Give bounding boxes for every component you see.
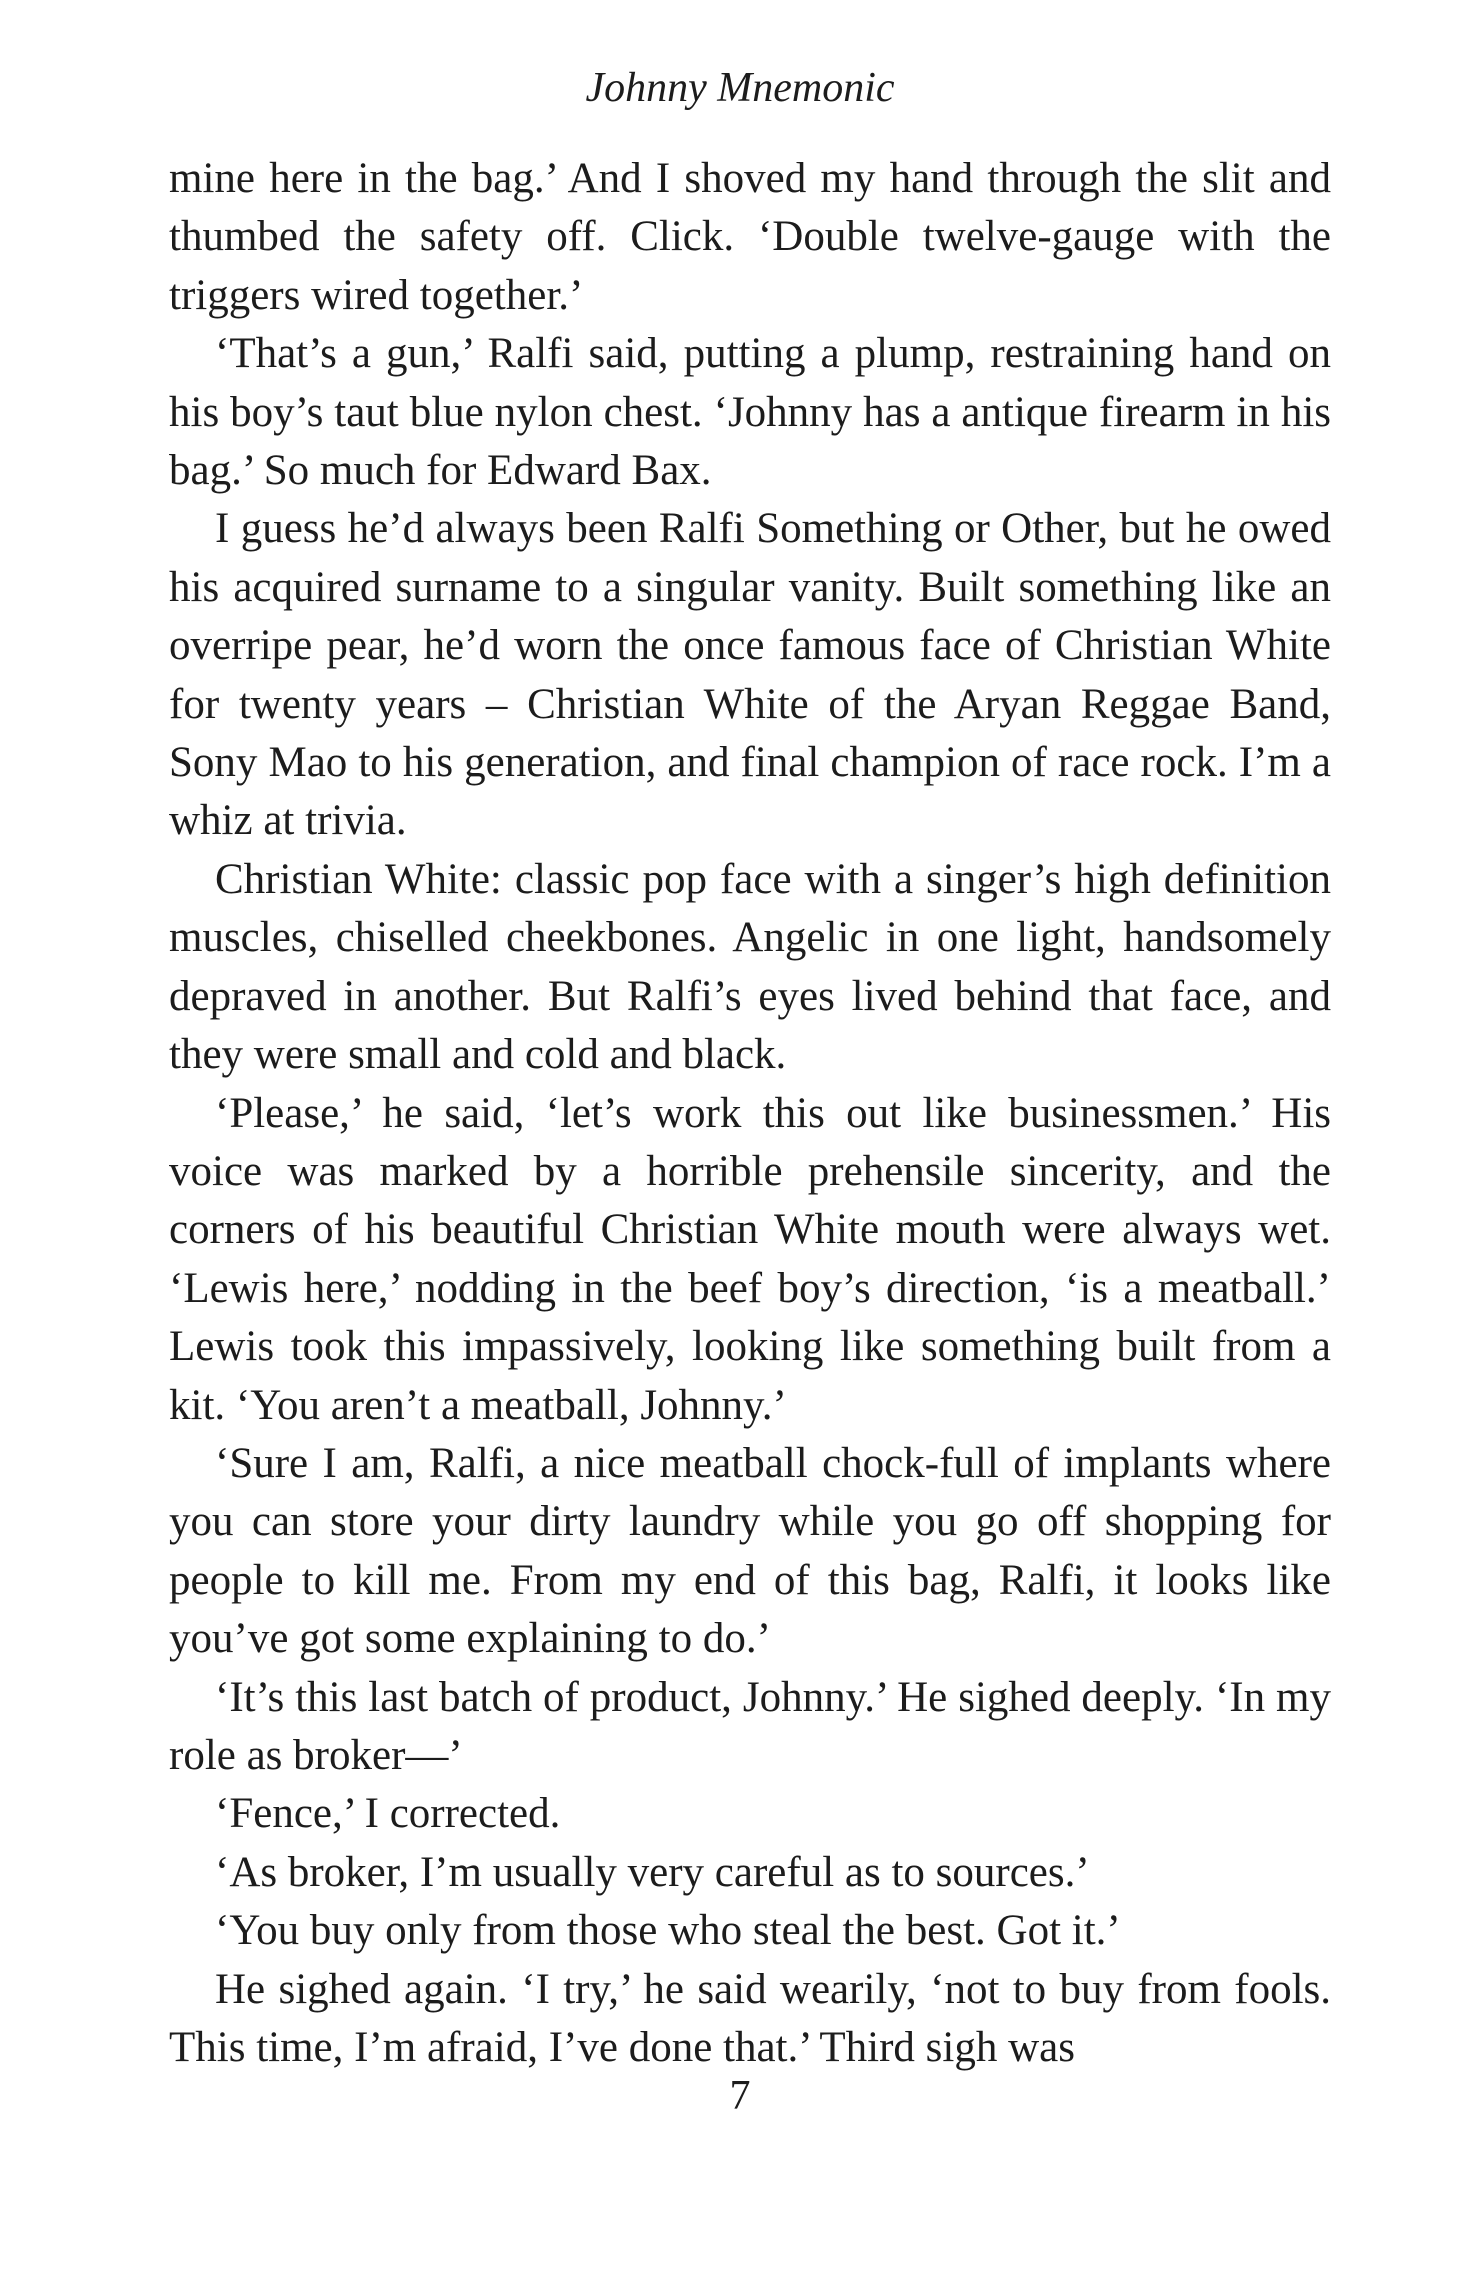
page-number: 7 [729, 2073, 751, 2119]
paragraph: He sighed again. ‘I try,’ he said wearily, ‘not to buy from fools. This time, I’m afraid, I’ve done that.’ Third sigh was [169, 1965, 1331, 2071]
paragraph-continued: mine here in the bag.’ And I shoved my hand through the slit and thumbed the safety off. Click. ‘Double twelve-gauge with the triggers wired together.’ [169, 155, 1331, 319]
paragraph: I guess he’d always been Ralfi Something or Other, but he owed his acquired surname to a singular vanity. Built something like an overripe pear, he’d worn the once famous face of Christian White for twenty years – Christian White of the Aryan Reggae Band, Sony Mao to his generation, and final champion of race rock. I’m a whiz at trivia. [169, 505, 1331, 845]
paragraph: ‘As broker, I’m usually very careful as to sources.’ [215, 1848, 1090, 1896]
paragraph: ‘That’s a gun,’ Ralfi said, putting a plump, restraining hand on his boy’s taut blue nylon chest. ‘Johnny has a antique firearm in his bag.’ So much for Edward Bax. [169, 330, 1331, 495]
paragraph: Christian White: classic pop face with a singer’s high definition muscles, chiselled cheekbones. Angelic in one light, handsomely depraved in another. But Ralfi’s eyes lived behind that face, and they were small and cold and black. [169, 855, 1331, 1079]
paragraph: ‘Sure I am, Ralfi, a nice meatball chock-full of implants where you can store your dirty laundry while you go off shopping for people to kill me. From my end of this bag, Ralfi, it looks like you’ve got some explaining to do.’ [169, 1439, 1331, 1663]
paragraph: ‘Fence,’ I corrected. [215, 1790, 561, 1838]
body-text [169, 150, 1331, 2077]
paragraph: ‘It’s this last batch of product, Johnny.’ He sighed deeply. ‘In my role as broker—’ [169, 1673, 1331, 1779]
paragraph: ‘Please,’ he said, ‘let’s work this out like businessmen.’ His voice was marked by a horrible prehensile sincerity, and the corners of his beautiful Christian White mouth were always wet. ‘Lewis here,’ nodding in the beef boy’s direction, ‘is a meatball.’ Lewis took this impassively, looking like something built from a kit. ‘You aren’t a meatball, Johnny.’ [169, 1089, 1331, 1429]
paragraph: ‘You buy only from those who steal the best. Got it.’ [215, 1907, 1121, 1955]
running-head: Johnny Mnemonic [585, 65, 895, 111]
